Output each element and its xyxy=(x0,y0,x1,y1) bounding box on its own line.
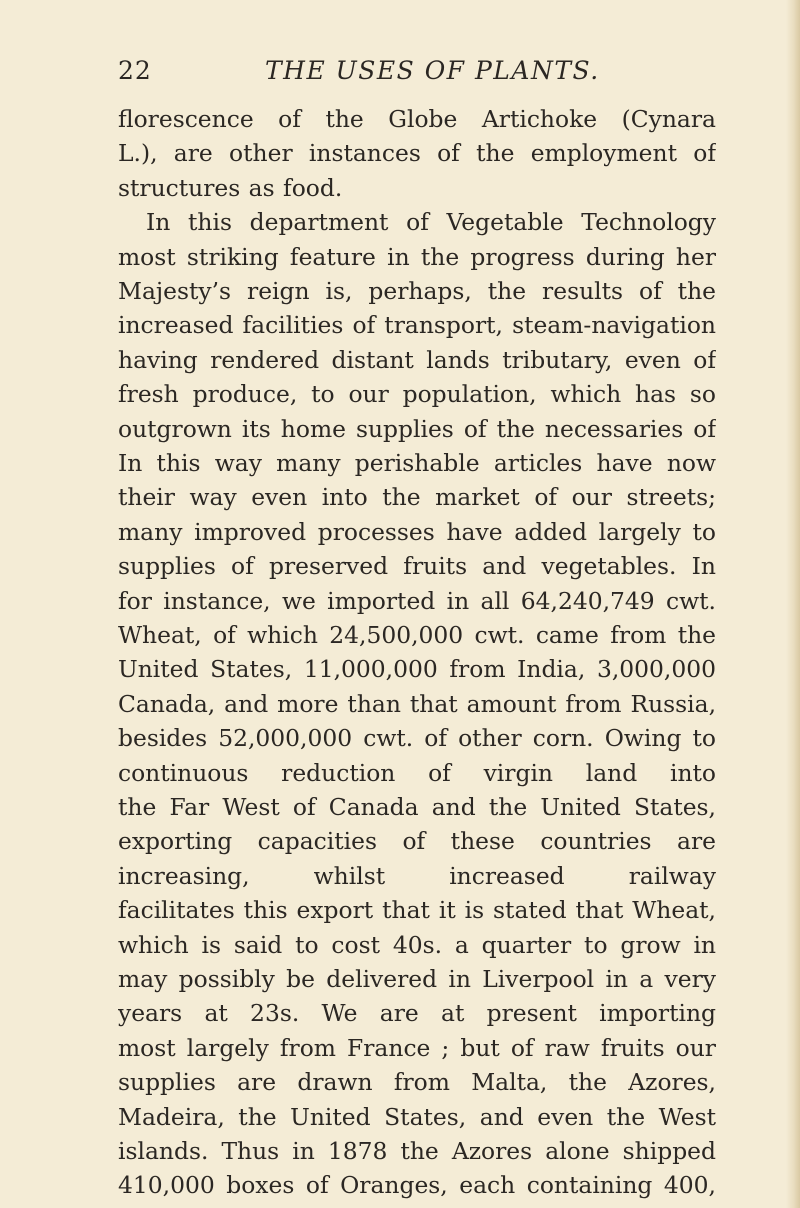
text-line: which is said to cost 40s. a quarter to grow in xyxy=(118,930,716,959)
text-line: Wheat, of which 24,500,000 cwt. came from the xyxy=(118,621,716,649)
text-line: increasing, whilst increased railway xyxy=(118,861,716,890)
text-line: many improved processes have added largely to xyxy=(118,517,716,546)
text-line: Canada, and more than that amount from Russia, xyxy=(118,689,716,718)
text-line: for instance, we imported in all 64,240,749 cwt. xyxy=(118,586,716,615)
text-line: L.), are other instances of the employment of xyxy=(118,139,716,168)
text-line: supplies of preserved fruits and vegetables. In xyxy=(118,552,716,581)
text-line: may possibly be delivered in Liverpool in a very xyxy=(118,965,716,993)
text-line: having rendered distant lands tributary, even of xyxy=(118,345,716,374)
text-line: facilitates this export that it is stated that Wheat, xyxy=(118,896,716,925)
text-line: In this department of Vegetable Technology xyxy=(146,208,716,237)
text-line: exporting capacities of these countries are xyxy=(118,827,716,856)
text-line: florescence of the Globe Artichoke (Cynara xyxy=(118,105,716,133)
page-number: 22 xyxy=(118,56,152,85)
text-line: most largely from France ; but of raw fruits our xyxy=(118,1033,716,1062)
text-line: increased facilities of transport, steam-navigation xyxy=(118,311,716,340)
running-title: THE USES OF PLANTS. xyxy=(265,56,600,85)
text-line: structures as food. xyxy=(118,173,343,202)
text-line: outgrown its home supplies of the necessaries of xyxy=(118,414,716,443)
text-line: fresh produce, to our population, which has so xyxy=(118,380,716,409)
text-line: besides 52,000,000 cwt. of other corn. Owing to xyxy=(118,724,716,753)
text-line: most striking feature in the progress during her xyxy=(118,242,716,271)
page-header xyxy=(0,56,800,96)
text-line: Majesty’s reign is, perhaps, the results of the xyxy=(118,277,716,305)
text-line: supplies are drawn from Malta, the Azores, xyxy=(118,1068,716,1097)
text-line: In this way many perishable articles have now xyxy=(118,449,716,477)
text-line: United States, 11,000,000 from India, 3,000,000 xyxy=(118,655,716,684)
text-line: the Far West of Canada and the United States, xyxy=(118,793,716,821)
text-line: years at 23s. We are at present importing xyxy=(118,999,716,1028)
text-line: 410,000 boxes of Oranges, each containing 400, xyxy=(118,1171,716,1200)
text-line: their way even into the market of our streets; xyxy=(118,483,716,512)
page-edge-shadow xyxy=(786,0,800,1208)
text-line: continuous reduction of virgin land into xyxy=(118,758,716,787)
text-line: Madeira, the United States, and even the West xyxy=(118,1102,716,1131)
text-line: islands. Thus in 1878 the Azores alone shipped xyxy=(118,1137,716,1165)
